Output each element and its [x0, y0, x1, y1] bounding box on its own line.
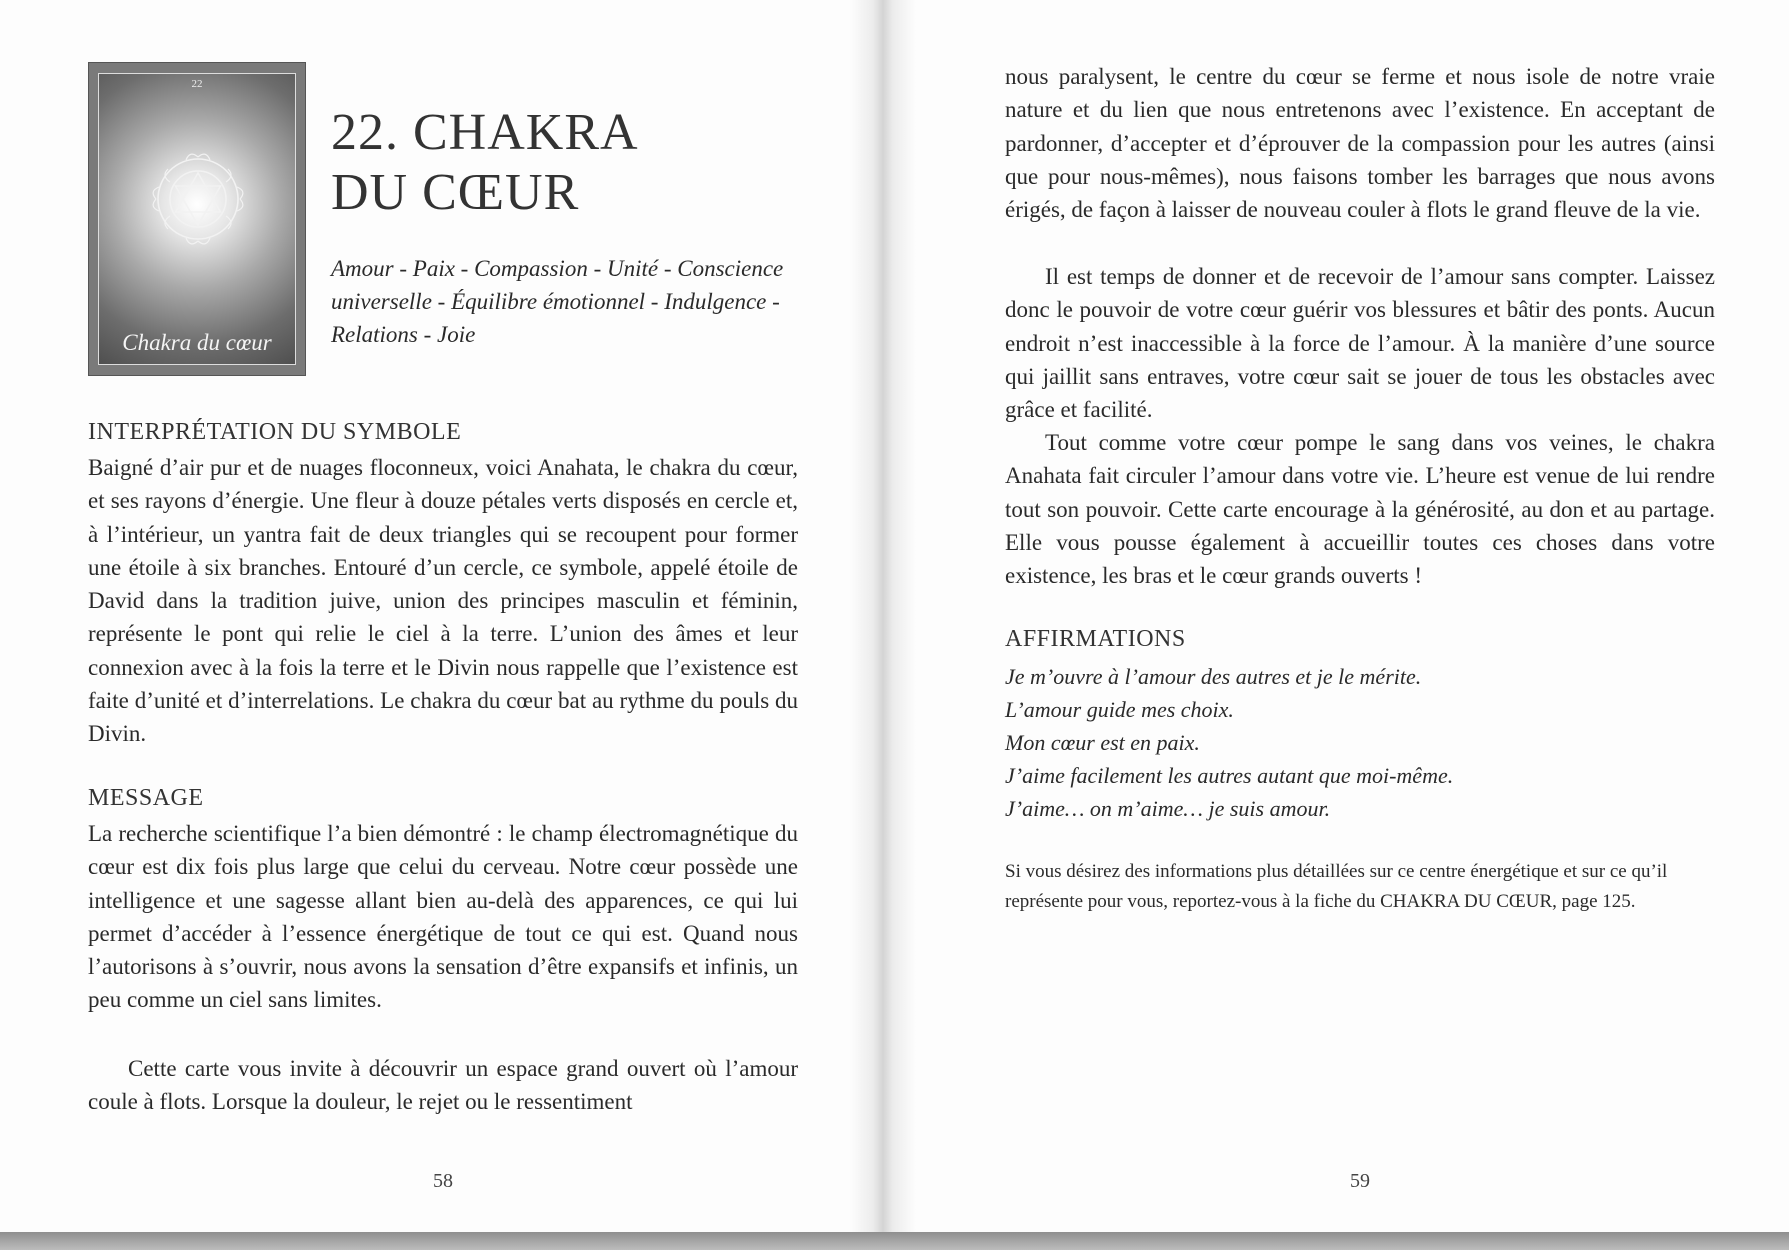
reference-note: Si vous désirez des informations plus détaillées sur ce centre énergétique et sur ce qu’il représente pour vous, reportez-vous à la fiche du CHAKRA DU CŒUR, page 125. — [1005, 861, 1668, 912]
interpretation-text: Baigné d’air pur et de nuages floconneux, voici Anahata, le chakra du cœur, et ses rayons d’énergie. Une fleur à douze pétales verts disposés en cercle et, à l’intérieur, un yantra fait de deux triangles qui se recoupent pour former une étoile à six branches. Entouré d’un cercle, ce symbole, appelé étoile de David dans la tradition juive, union des principes masculin et féminin, représente le pont qui relie le ciel à la terre. L’union des âmes et leur connexion avec à la fois la terre et le Divin nous rappelle que l’existence est faite d’unité et d’interrelations. Le chakra du cœur bat au rythme du pouls du Divin. — [88, 455, 798, 747]
right-paragraph-2: Il est temps de donner et de recevoir de l’amour sans compter. Laissez donc le pouvoir de votre cœur guérir vos blessures et bâtir des ponts. Aucun endroit n’est inaccessible à la force de l’amour. À la manière d’une source qui jaillit sans entraves, votre cœur sait se jouer de tous les obstacles avec grâce et facilité. — [1005, 264, 1715, 423]
message-paragraph-2: Cette carte vous invite à découvrir un espace grand ouvert où l’amour coule à flots. Lorsque la douleur, le rejet ou le ressentiment — [88, 1056, 798, 1115]
affirmation-item: L’amour guide mes choix. — [1005, 697, 1234, 722]
scan-bottom-edge — [0, 1232, 1789, 1250]
chapter-title-line2: DU CŒUR — [331, 164, 580, 221]
left-page — [88, 0, 798, 1232]
affirmation-item: J’aime… on m’aime… je suis amour. — [1005, 796, 1331, 821]
message-paragraph-1: La recherche scientifique l’a bien démontré : le champ électromagnétique du cœur est dix fois plus large que celui du cerveau. Notre cœur possède une intelligence et une sagesse allant bien au-delà des apparences, ce qui lui permet d’accéder à l’essence énergétique de tout ce qui est. Quand nous l’autorisons à s’ouvrir, nous avons la sensation d’être expansifs et infinis, un peu comme un ciel sans limites. — [88, 821, 798, 1013]
page-number-left: 58 — [433, 1170, 453, 1192]
chapter-title — [331, 103, 639, 223]
heart-chakra-symbol-icon — [143, 144, 253, 254]
page-number-right: 59 — [1350, 1170, 1370, 1192]
affirmations-heading: AFFIRMATIONS — [1005, 626, 1186, 652]
affirmations-list — [1005, 660, 1715, 825]
card-illustration — [98, 73, 296, 365]
right-page — [1005, 0, 1715, 1232]
message-heading: MESSAGE — [88, 785, 204, 811]
chapter-title-line1: 22. CHAKRA — [331, 104, 639, 161]
keywords: Amour - Paix - Compassion - Unité - Conscience universelle - Équilibre émotionnel - Indulgence - Relations - Joie — [331, 256, 784, 347]
right-paragraph-3: Tout comme votre cœur pompe le sang dans vos veines, le chakra Anahata fait circuler l’amour dans votre vie. L’heure est venue de lui rendre tout son pouvoir. Cette carte encourage à la générosité, au don et au partage. Elle vous pousse également à accueillir toutes ces choses dans votre existence, les bras et le cœur grands ouverts ! — [1005, 430, 1715, 589]
card-number: 22 — [191, 78, 203, 90]
affirmation-item: J’aime facilement les autres autant que moi-même. — [1005, 763, 1454, 788]
chakra-card-image — [88, 62, 306, 376]
affirmation-item: Mon cœur est en paix. — [1005, 730, 1200, 755]
book-gutter — [850, 0, 916, 1232]
card-caption: Chakra du cœur — [122, 330, 272, 355]
interpretation-heading: INTERPRÉTATION DU SYMBOLE — [88, 419, 462, 445]
right-paragraph-1: nous paralysent, le centre du cœur se ferme et nous isole de notre vraie nature et du lien que nous entretenons avec l’existence. En acceptant de pardonner, d’accepter et d’éprouver de la compassion pour les autres (ainsi que pour nous-mêmes), nous faisons tomber les barrages que nous avons érigés, de façon à laisser de nouveau couler à flots le grand fleuve de la vie. — [1005, 64, 1715, 223]
affirmation-item: Je m’ouvre à l’amour des autres et je le mérite. — [1005, 664, 1422, 689]
